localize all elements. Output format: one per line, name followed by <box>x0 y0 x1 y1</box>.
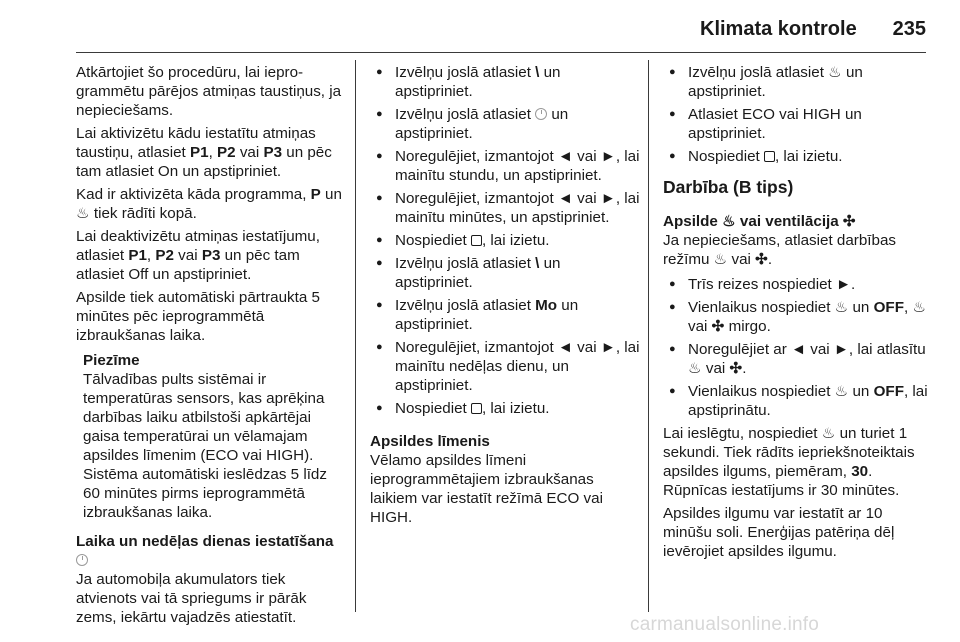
paragraph: Ja nepieciešams, atlasiet darbības režīmu ♨ vai ✣. <box>663 232 897 268</box>
fan-icon: ✣ <box>755 251 768 268</box>
paragraph: Atkārtojiet šo procedūru, lai ieprogrammētu pārējos atmiņas taustiņus, ja nepieciešams. <box>76 64 342 119</box>
paragraph: Ja automobiļa akumulators tiek atvienots vai tā spriegums ir pārāk zems, iekārtu vajadzēs atiestatīt. <box>76 571 307 626</box>
list-item: ● Noregulējiet, izmantojot ◄ vai ►, lai mainītu minūtes, un apstipriniet. <box>370 189 640 227</box>
heat-icon: ♨ <box>821 425 836 442</box>
column-3 <box>663 63 931 565</box>
note-title: Piezīme <box>83 352 140 369</box>
subsection-title: Apsildes līmenis <box>370 433 490 450</box>
clock-icon <box>535 108 547 120</box>
list-item: ● Izvēlņu joslā atlasiet \ un apstipriniet. <box>370 254 640 292</box>
list-item: ● Noregulējiet ar ◄ vai ►, lai atlasītu ♨ vai ✣. <box>663 340 931 378</box>
paragraph: Apsildes ilgumu var iestatīt ar 10 minūšu soli. Enerģijas patēriņa dēļ ievērojiet apsildes ilgumu. <box>663 505 895 560</box>
column-2 <box>370 63 640 531</box>
wrench-icon: \ <box>535 64 540 81</box>
back-button-icon <box>471 403 482 414</box>
list-item: ● Vienlaikus nospiediet ♨ un OFF, lai apstiprinātu. <box>663 382 931 420</box>
subsection-title: Laika un nedēļas dienas iestatīšana <box>76 532 348 570</box>
heat-icon: ♨ <box>713 251 728 268</box>
list-item: ● Trīs reizes nospiediet ►. <box>663 275 931 294</box>
step-list <box>370 63 640 418</box>
list-item: ● Izvēlņu joslā atlasiet Mo un apstipriniet. <box>370 296 640 334</box>
column-divider-1 <box>355 60 356 612</box>
heat-icon: ♨ <box>834 299 849 316</box>
note-text: Tālvadības pults sistēmai ir temperatūras sensors, kas aprēķina darbības laiku atbilstoši apkārtējai gaisa temperatūrai un vēlamajam apsildes līmenim (ECO vai HIGH). Sistēma automātiski ieslēdzas 5 līdz 60 minūtes pirms ieprogrammētā izbraukšanas laika. <box>83 371 327 521</box>
paragraph: Lai aktivizētu kādu iestatītu atmiņas taustiņu, atlasiet P1, P2 vai P3 un pēc tam atlasiet On un apstipriniet. <box>76 125 332 180</box>
list-item: ● Noregulējiet, izmantojot ◄ vai ►, lai mainītu nedēļas dienu, un apstipriniet. <box>370 338 640 395</box>
fan-icon: ✣ <box>729 360 743 377</box>
list-item: ● Nospiediet , lai izietu. <box>370 231 640 250</box>
heat-icon: ♨ <box>722 213 736 230</box>
column-divider-2 <box>648 60 649 612</box>
clock-icon <box>76 554 88 566</box>
wrench-icon: \ <box>535 255 540 272</box>
list-item: ● Atlasiet ECO vai HIGH un apstipriniet. <box>663 105 931 143</box>
list-item: ● Nospiediet , lai izietu. <box>370 399 640 418</box>
heat-icon: ♨ <box>688 360 702 377</box>
paragraph: Kad ir aktivizēta kāda programma, P un ♨ tiek rādīti kopā. <box>76 186 342 222</box>
list-item: ● Izvēlņu joslā atlasiet ♨ un apstipriniet. <box>663 63 931 101</box>
list-item: ● Vienlaikus nospiediet ♨ un OFF, ♨ vai ✣ mirgo. <box>663 298 931 336</box>
list-item: ● Nospiediet , lai izietu. <box>663 147 931 166</box>
paragraph: Vēlamo apsildes līmeni ieprogrammētajiem izbraukšanas laikiem var iestatīt režīmā ECO vai HIGH. <box>370 452 603 526</box>
page-number: 235 <box>892 18 926 40</box>
note-box <box>83 351 348 522</box>
paragraph: Lai ieslēgtu, nospiediet ♨ un turiet 1 sekundi. Tiek rādīts iepriekšnoteiktais apsildes ilgums, piemēram, 30. Rūpnīcas iestatījums ir 30 minūtes. <box>663 425 915 499</box>
heat-icon: ♨ <box>912 299 927 316</box>
heat-icon: ♨ <box>828 64 842 81</box>
paragraph: Apsilde tiek automātiski pārtraukta 5 minūtes pēc ieprogrammētā izbraukšanas laika. <box>76 289 320 344</box>
back-button-icon <box>764 151 775 162</box>
paragraph: Lai deaktivizētu atmiņas iestatījumu, atlasiet P1, P2 vai P3 un pēc tam atlasiet Off un apstipriniet. <box>76 228 320 283</box>
step-list <box>663 275 931 420</box>
heat-icon: ♨ <box>834 383 849 400</box>
list-item: ● Izvēlņu joslā atlasiet un apstipriniet. <box>370 105 640 143</box>
column-1 <box>76 63 348 631</box>
watermark: carmanualsonline.info <box>630 614 820 635</box>
step-list <box>663 63 931 166</box>
header-rule <box>76 52 926 53</box>
heat-icon: ♨ <box>76 205 90 222</box>
fan-icon: ✣ <box>711 318 725 335</box>
back-button-icon <box>471 235 482 246</box>
list-item: ● Izvēlņu joslā atlasiet \ un apstipriniet. <box>370 63 640 101</box>
page-header-title: Klimata kontrole <box>700 18 857 40</box>
subsection-title: Apsilde ♨ vai ventilācija ✣ <box>663 213 856 230</box>
section-heading: Darbība (B tips) <box>663 177 794 197</box>
fan-icon: ✣ <box>842 213 856 230</box>
list-item: ● Noregulējiet, izmantojot ◄ vai ►, lai mainītu stundu, un apstipriniet. <box>370 147 640 185</box>
